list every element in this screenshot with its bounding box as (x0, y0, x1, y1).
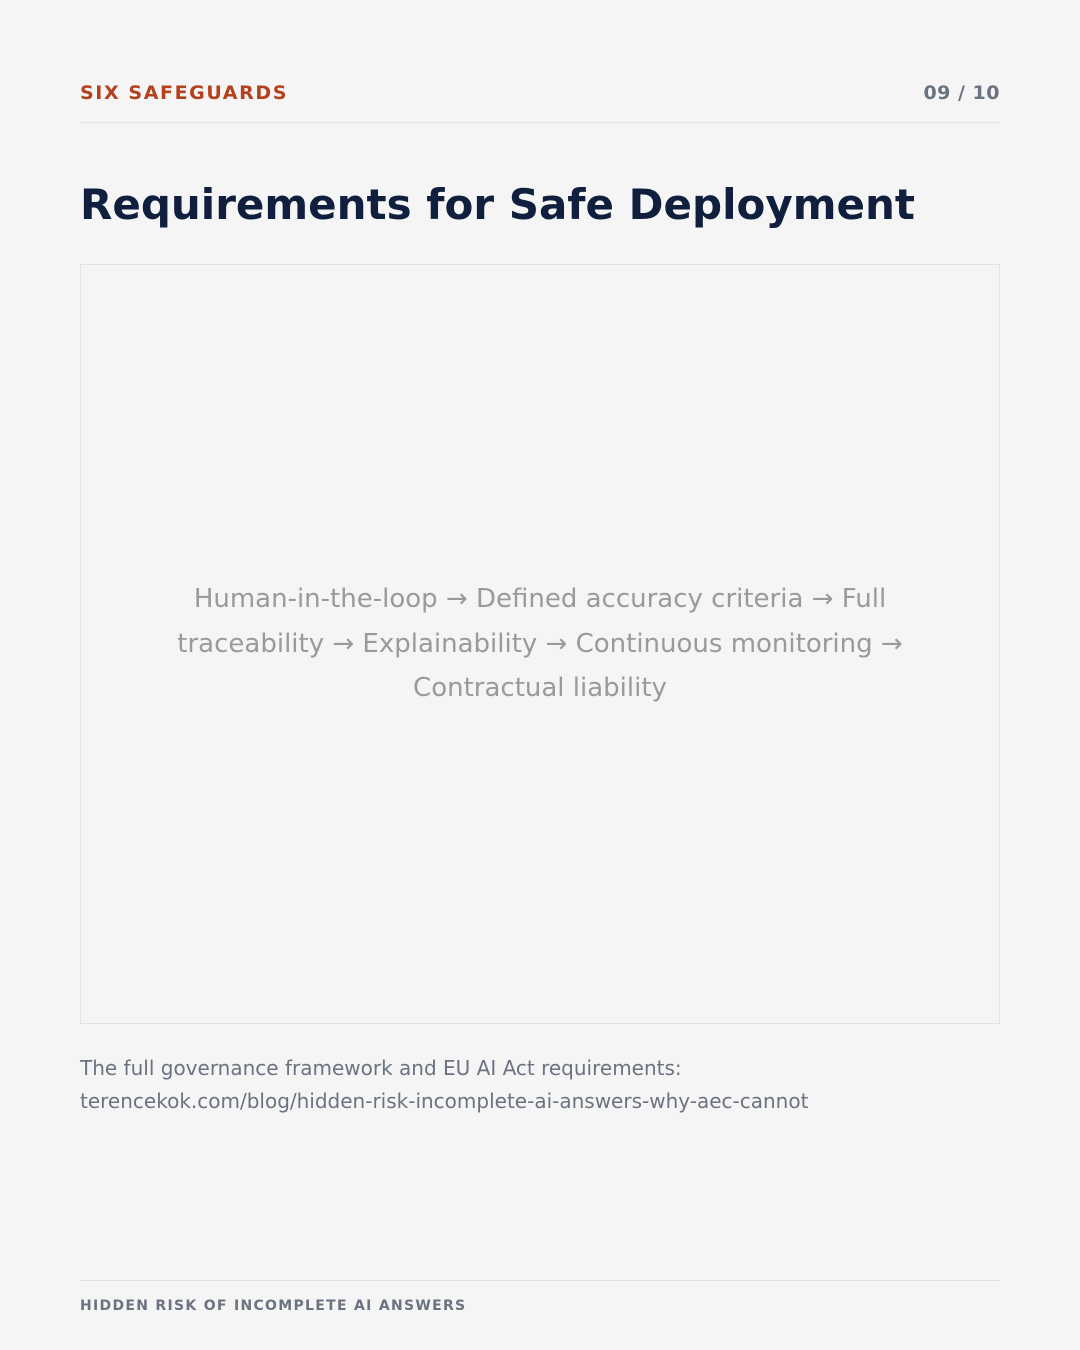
footer-divider (80, 1280, 1000, 1281)
header-divider (80, 122, 1000, 123)
source-note (80, 1052, 1020, 1118)
footer-series-title: HIDDEN RISK OF INCOMPLETE AI ANSWERS (80, 1298, 467, 1314)
slide-header (80, 78, 1000, 108)
section-kicker: SIX SAFEGUARDS (80, 82, 288, 104)
page-title: Requirements for Safe Deployment (80, 180, 915, 229)
figure-placeholder (80, 264, 1000, 1024)
page-counter: 09 / 10 (923, 82, 1000, 104)
source-caption: The full governance framework and EU AI Act requirements: (80, 1056, 682, 1080)
source-url: terencekok.com/blog/hidden-risk-incomplete-ai-answers-why-aec-cannot (80, 1089, 809, 1113)
figure-placeholder-text: Human-in-the-loop → Defined accuracy criteria → Full traceability → Explainability → Continuous monitoring → Contractual liability (177, 584, 903, 704)
